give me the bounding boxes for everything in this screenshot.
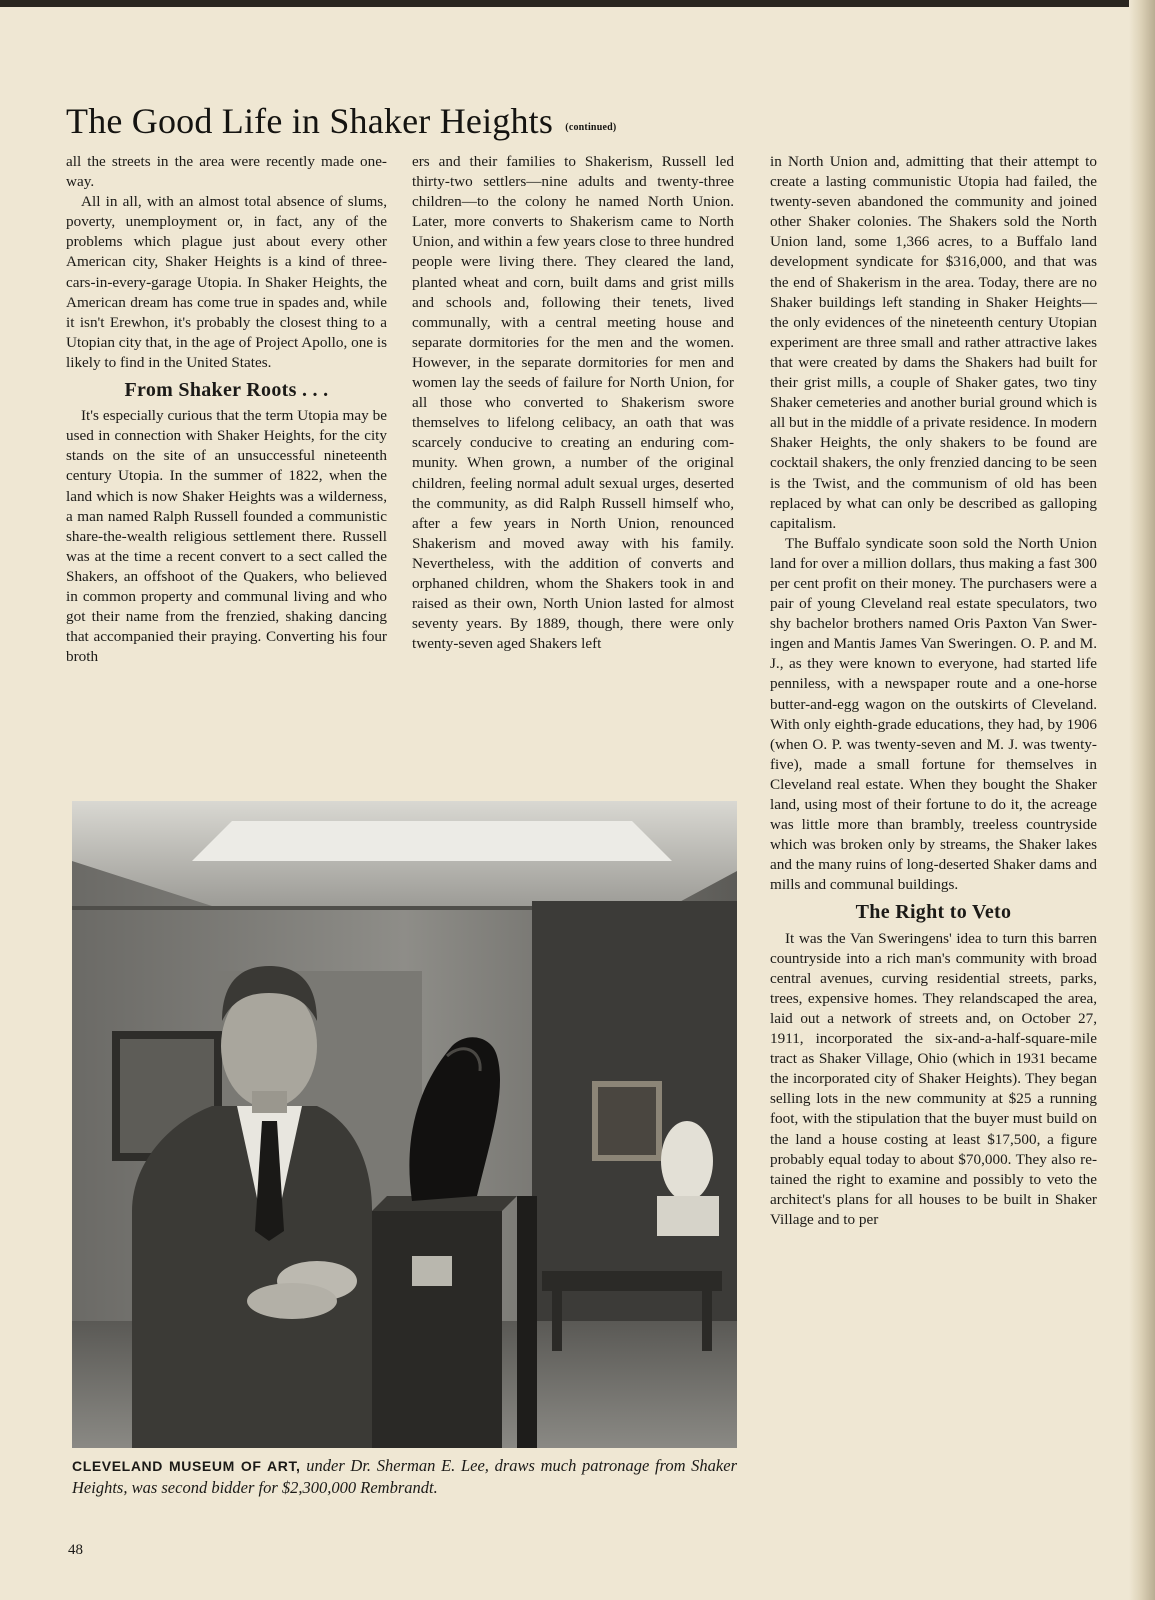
section-heading-shaker-roots: From Shaker Roots . . . [124, 379, 329, 402]
section-heading-right-to-veto: The Right to Veto [855, 901, 1012, 924]
caption-text: under Dr. Sherman E. Lee, draws much patronage from Shaker Heights, was second bidder for $2,300,000 Rembrandt. [72, 1456, 738, 1497]
text-column-3 [770, 152, 1097, 1230]
text-column-2 [412, 152, 734, 654]
article-title [66, 100, 616, 142]
paragraph: in North Union and, admitting that their attempt to create a lasting communistic Utopia had failed, the twenty-seven abandoned the community and joined other Shaker colonies. The Shakers sold the North Union land, some 1,366 acres, to a Buffalo land development syndicate for $316,000, and that was the end of Shakerism in the area. Today, there are no Shaker buildings left standing in Shaker Heights—the only evidences of the nineteenth century Utopian experiment are three small and rather attractive lakes that were created by dams the Shakers had built for their grist mills, a couple of Shaker gates, two tiny Shaker cemeteries and another burial ground which is all but in the middle of a private residence. In modern Shaker Heights, the only shakers to be found are cocktail shakers, the only frenzied dancing to be seen is the Twist, and the communism of old has been replaced by what can only be described as galloping capitalism. [770, 153, 1097, 532]
museum-photo-image [72, 801, 737, 1448]
page-top-edge [0, 0, 1155, 7]
page-binding-edge [1129, 0, 1155, 1600]
page-number: 48 [68, 1542, 83, 1558]
text-column-1 [66, 152, 387, 667]
paragraph: ers and their families to Shakerism, Russell led thirty-two settlers—nine adults and twenty-three children—to the colony he named North Union. Later, more converts to Shakerism came to North Union, and within a few years close to three hundred people were living there. They cleared the land, planted wheat and corn, built dams and grist mills and schools and, following their tenets, lived communally, with a central meeting house and separate dormitories for the men and the women. However, in the separate dormitories for men and women lay the seeds of failure for North Union, for all those who converted to Shakerism swore themselves to lifelong celibacy, an oath that was scarcely conducive to creating an enduring community. When grown, a number of the original children, feeling normal adult sexual urges, deserted the community, as did Ralph Russell himself who, after a few years in North Union, renounced Shakerism and moved away with his family. Nevertheless, with the addition of converts and orphaned children, whom the Shakers took in and raised as their own, North Union lasted for almost seventy years. By 1889, though, there were only twenty-seven aged Shakers left [412, 153, 734, 653]
paragraph: All in all, with an almost total absence of slums, poverty, unemployment or, in fact, any of the problems which plague just about every other American city, Shaker Heights is a kind of three-cars-in-every-garage Utopia. In Shaker Heights, the American dream has come true in spades and, while it isn't Erewhon, it's probably the closest thing to a Utopian city that, in the age of Project Apollo, one is likely to find in the United States. [66, 193, 387, 371]
photo-caption [72, 1455, 737, 1499]
paragraph: all the streets in the area were recently made one-way. [66, 153, 387, 191]
museum-photo [72, 801, 737, 1448]
paragraph: The Buffalo syndicate soon sold the North Union land for over a million dollars, thus making a fast 300 per cent profit on their money. The purchasers were a pair of young Cleveland real estate speculators, two shy bachelor brothers named Oris Paxton Van Sweringen and Mantis James Van Sweringen. O. P. and M. J., as they were known to everyone, had started life penniless, with a newspaper route and a one-horse butter-and-egg wagon on the outskirts of Cleveland. With only eighth-grade educations, they had, by 1906 (when O. P. was twenty-seven and M. J. was twenty-five), made a small fortune for themselves in Cleveland real estate. When they bought the Shaker land, using most of their fortune to do it, the acreage was little more than brambly, treeless countryside which was broken only by streams, the Shaker lakes and the many ruins of long-deserted Shaker dams and mills and communal buildings. [770, 534, 1097, 894]
paragraph: It was the Van Sweringens' idea to turn this barren countryside into a rich man's community with broad central avenues, curving residential streets, parks, trees, expensive homes. They relandscaped the area, laid out a network of streets and, on October 27, 1911, incorporated the six-and-a-half-square-mile tract as Shaker Village, Ohio (which in 1931 became the incorporated city of Shaker Heights). They began selling lots in the new community at $25 a running foot, with the stipulation that the buyer must build on the land a house costing at least $17,500, a figure probably equal today to about $70,000. They also retained the right to examine and possibly to veto the architect's plans for all houses to be built in Shaker Village and to per [770, 929, 1097, 1228]
caption-lead: CLEVELAND MUSEUM OF ART, [72, 1458, 301, 1474]
continued-label: (continued) [565, 122, 617, 133]
article-title-text: The Good Life in Shaker Heights [66, 101, 554, 141]
paragraph: It's especially curious that the term Utopia may be used in connection with Shaker Heights, for the city stands on the site of an unsuccessful nineteenth century Utopia. In the summer of 1822, when the land which is now Shaker Heights was a wilderness, a man named Ralph Russell founded a communistic share-the-wealth religious settlement there. Russell was at the time a recent convert to a sect called the Shakers, an offshoot of the Quakers, who believed in common property and communal living and who got their name from the frenzied, shaking dancing that accompanied their praying. Converting his four broth [66, 407, 387, 666]
